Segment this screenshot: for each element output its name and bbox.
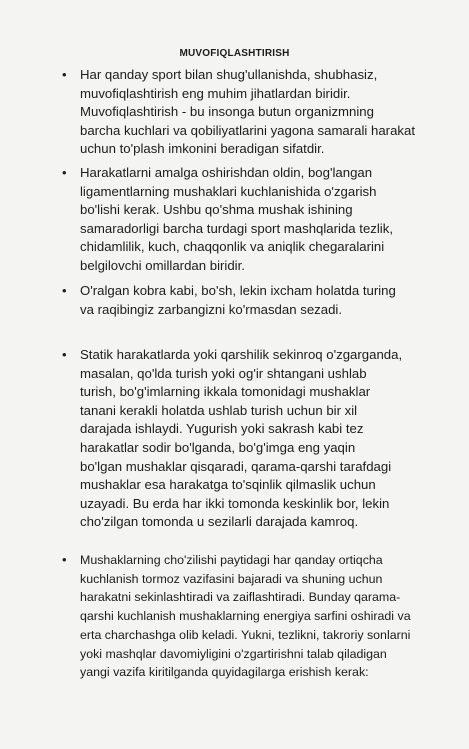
bullet-text (72, 346, 457, 532)
text-line: barcha kuchlari va qobiliyatlarini yagona samarali harakat (80, 122, 415, 138)
text-line: uzayadi. Bu erda har ikki tomonda keskinlik bor, lekin (80, 495, 390, 511)
bullet-text (72, 282, 457, 319)
bullet-text (72, 551, 457, 682)
text-line: cho'zilgan tomonda u sezilarli darajada kamroq. (80, 514, 359, 530)
text-line: muvofiqlashtirish eng muhim jihatlardan biridir. (80, 85, 351, 101)
bullet-item-1 (62, 66, 457, 159)
text-line: bo'lishi kerak. Ushbu qo'shma mushak ishining (80, 202, 353, 218)
text-line: darajada ishlaydi. Yugurish yoki sakrash kabi tez (80, 421, 364, 437)
text-line: mushaklar esa harakatga to'sqinlik qilmaslik uchun (80, 477, 376, 493)
text-line: ligamentlarning mushaklari kuchlanishida o'zgarish (80, 183, 377, 199)
bullet-marker: • (62, 347, 67, 362)
text-line: Statik harakatlarda yoki qarshilik sekinroq o'zgarganda, (80, 347, 403, 362)
text-line: bo'lgan mushaklar qisqaradi, qarama-qarshi tarafdagi (80, 458, 392, 474)
bullet-item-3 (62, 282, 457, 319)
text-line: yoki mashqlar davomiyligini o'zgartirishni talab qiladigan (80, 646, 387, 661)
text-line: harakatni sekinlashtiradi va zaiflashtiradi. Bunday qarama- (80, 590, 401, 605)
bullet-text (72, 66, 457, 159)
text-line: tanani kerakli holatda ushlab turish uchun bir xil (80, 402, 358, 418)
text-line: chidamlilik, kuch, chaqqonlik va aniqlik chegaralarini (80, 239, 385, 255)
text-line: Mushaklarning cho'zilishi paytidagi har qanday ortiqcha (80, 553, 383, 567)
text-line: Harakatlarni amalga oshirishdan oldin, bog'langan (80, 165, 373, 180)
text-line: Har qanday sport bilan shug'ullanishda, shubhasiz, (80, 67, 378, 82)
bullet-marker: • (62, 165, 67, 180)
text-line: Muvofiqlashtirish - bu insonga butun organizmning (80, 104, 374, 120)
text-line: erta charchashga olib keladi. Yukni, tezlikni, takroriy sonlarni (80, 627, 411, 642)
text-line: samaradorligi barcha turdagi sport mashqlarida tezlik, (80, 220, 393, 236)
text-line: harakatlar sodir bo'lganda, bo'g'imga eng yaqin (80, 439, 356, 455)
bullet-text (72, 164, 457, 276)
bullet-marker: • (62, 283, 67, 298)
text-line: kuchlanish tormoz vazifasini bajaradi va shuning uchun (80, 571, 383, 586)
bullet-item-5 (62, 551, 457, 682)
text-line: belgilovchi omillardan biridir. (80, 257, 245, 273)
text-line: O'ralgan kobra kabi, bo'sh, lekin ixcham holatda turing (80, 283, 396, 298)
text-line: va raqibingiz zarbangizni ko'rmasdan sezadi. (80, 301, 343, 317)
text-line: masalan, qo'lda turish yoki og'ir shtangani ushlab (80, 365, 367, 381)
text-line: uchun to'plash imkonini beradigan sifatdir. (80, 141, 325, 157)
text-line: turish, bo'g'imlarning ikkala tomonidagi mushaklar (80, 384, 371, 400)
bullet-marker: • (62, 67, 67, 82)
bullet-item-4 (62, 346, 457, 532)
text-line: yangi vazifa kiritilganda quyidagilarga erishish kerak: (80, 665, 369, 680)
bullet-marker: • (62, 552, 67, 567)
text-line: qarshi kuchlanish mushaklarning energiya sarfini oshiradi va (80, 609, 411, 624)
page-title: MUVOFIQLASHTIRISH (179, 48, 290, 59)
bullet-item-2 (62, 164, 457, 276)
